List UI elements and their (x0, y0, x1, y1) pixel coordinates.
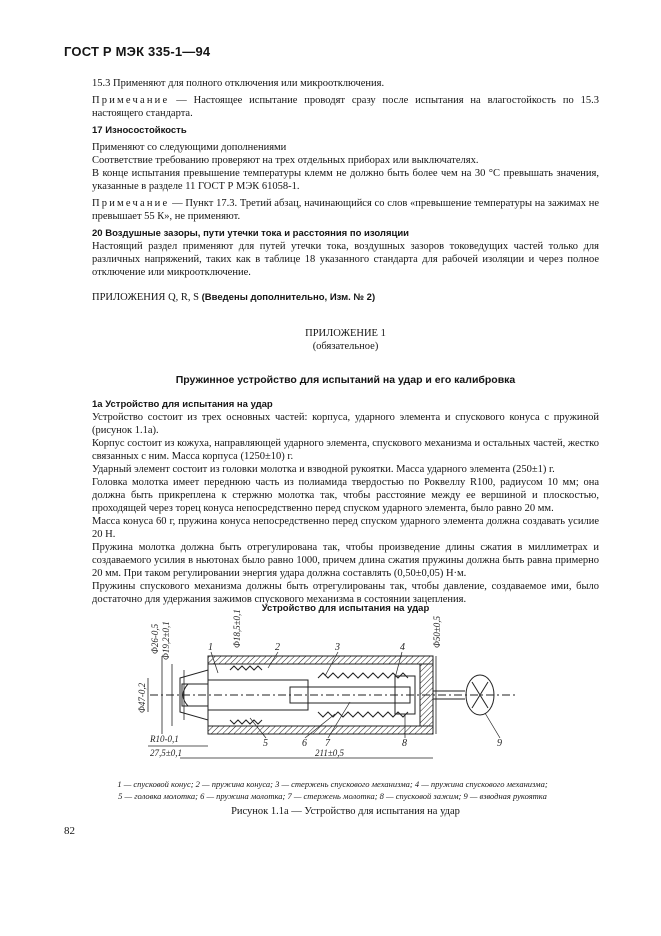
annex-para-4: Головка молотка имеет переднюю часть из полиамида твердостью по Роквеллу R100, радиусом 10 мм; она должна быть прикреплена к стержню молотка так, чтобы расстояние между ее вершиной и плоскостью, проходящей через торец конуса непосредственно перед спуском ударного элемента, было равно 20 мм. (92, 477, 599, 514)
device-body (150, 656, 515, 734)
annex-para-5: Масса конуса 60 г, пружина конуса непосредственно перед спуском ударного элемента должна создавать усилие 20 Н. (92, 516, 599, 540)
figure-title: Устройство для испытания на удар (261, 603, 430, 614)
callout-2: 2 (275, 642, 280, 653)
clause-20: Настоящий раздел применяют для путей утечки тока, воздушных зазоров токоведущих частей только для различных напряжений, таких как в таблице 18 указанного стандарта для рабочей изоляции и через полное отключение или микроотключение. (92, 241, 599, 278)
annex-heading: Пружинное устройство для испытаний на удар и его калибровка (175, 374, 516, 386)
dim-r10: R10-0,1 (150, 734, 179, 744)
legend-line-1: 1 — спусковой конус; 2 — пружина конуса; 3 — стержень спускового механизма; 4 — пружина спускового механизма; (117, 779, 548, 789)
section-17-heading: 17 Износостойкость (92, 125, 187, 136)
annex-status: (обязательное) (312, 341, 379, 352)
impact-device-drawing (137, 609, 520, 773)
annexes-amendment: (Введены дополнительно, Изм. № 2) (201, 292, 376, 303)
dim-d19: Φ19,2±0,1 (161, 621, 171, 660)
note-2 (92, 197, 599, 223)
callout-6: 6 (302, 738, 307, 749)
legend-line-2: 5 — головка молотка; 6 — пружина молотка; 7 — стержень молотка; 8 — спусковой зажим; 9 — взводная рукоятка (118, 791, 547, 801)
callout-4: 4 (400, 642, 405, 653)
subsection-1a-heading: 1а Устройство для испытания на удар (92, 399, 273, 410)
clause-17-c: В конце испытания превышение температуры клемм не должно быть более чем на 30 °С превышать значения, указанные в разделе 11 ГОСТ Р МЭК 61058-1. (92, 168, 599, 192)
annex-para-7: Пружины спускового механизма должны быть отрегулированы так, чтобы давление, создаваемое ими, было достаточно для удержания зажимов спускового механизма в состоянии зацепления. (92, 581, 599, 605)
dim-d26: Φ26-0,5 (150, 623, 160, 654)
annex-para-6: Пружина молотка должна быть отрегулирована так, чтобы произведение длины сжатия в миллиметрах и создаваемого усилия в ньютонах было равно 1000, причем длина сжатия пружины должна быть равна примерно 20 мм. При таком регулировании энергия удара должна составлять (0,50±0,05) Н·м. (92, 542, 599, 579)
upper-text-block (92, 77, 599, 304)
dim-l211: 211±0,5 (315, 748, 345, 758)
callout-8: 8 (402, 738, 407, 749)
note-2-text: — Пункт 17.3. Третий абзац, начинающийся со слов «превышение температуры на зажимах не превышает 55 К», не применяют. (92, 198, 599, 222)
annex-para-2: Корпус состоит из кожуха, направляющей ударного элемента, спускового механизма и остальных частей, жестко связанных с ним. Масса корпуса (1250±10) г. (92, 438, 599, 462)
annexes-line (92, 291, 599, 304)
clause-15-3: 15.3 Применяют для полного отключения или микроотключения. (92, 78, 385, 89)
dim-d50: Φ50±0,5 (432, 615, 442, 648)
note-1-text: — Настоящее испытание проводят сразу после испытания на влагостойкость по 15.3 настоящего стандарта. (92, 95, 599, 119)
note-1 (92, 94, 599, 120)
callout-1: 1 (208, 642, 213, 653)
figure-caption: Рисунок 1.1а — Устройство для испытания на удар (231, 806, 460, 817)
dim-d47: Φ47-0,2 (137, 682, 147, 713)
note-1-label: Примечание (92, 95, 170, 106)
figure-legend (70, 778, 595, 802)
dim-d18: Φ18,5±0,1 (232, 609, 242, 648)
clause-17-a: Применяют со следующими дополнениями (92, 142, 287, 153)
annex-text-block (92, 398, 599, 606)
annexes-names: ПРИЛОЖЕНИЯ Q, R, S (92, 292, 202, 303)
standard-header: ГОСТ Р МЭК 335-1—94 (64, 44, 211, 59)
callout-7: 7 (325, 738, 330, 749)
callout-9: 9 (497, 738, 502, 749)
section-20-heading: 20 Воздушные зазоры, пути утечки тока и расстояния по изоляции (92, 228, 410, 239)
annex-para-1: Устройство состоит из трех основных частей: корпуса, ударного элемента и спускового конуса с пружиной (рисунок 1.1а). (92, 412, 599, 436)
callout-3: 3 (335, 642, 340, 653)
note-2-label: Примечание (92, 198, 170, 209)
annex-title: ПРИЛОЖЕНИЕ 1 (305, 328, 386, 339)
clause-17-b: Соответствие требованию проверяют на трех отдельных приборах или выключателях. (92, 155, 479, 166)
page-number: 82 (64, 825, 75, 837)
callout-5: 5 (263, 738, 268, 749)
dim-l27: 27,5±0,1 (150, 748, 182, 758)
annex-para-3: Ударный элемент состоит из головки молотка и взводной рукоятки. Масса ударного элемента (250±1) г. (92, 464, 555, 475)
